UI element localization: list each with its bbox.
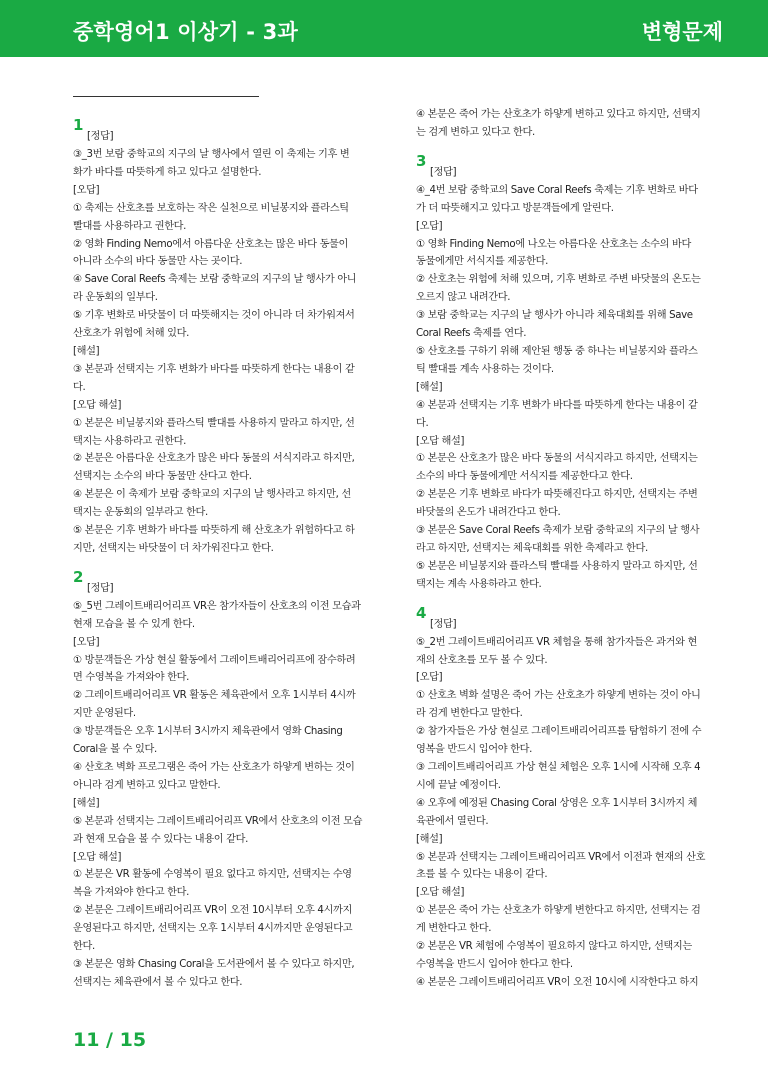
text-line: 빨대를 사용하라고 권한다. xyxy=(73,220,187,232)
text-line: ⑤ 본문은 비닐봉지와 플라스틱 빨대를 사용하지 말라고 하지만, 선 xyxy=(416,560,698,572)
text-line: ② 본문은 기후 변화로 바다가 따뜻해진다고 하지만, 선택지는 주변 xyxy=(416,489,698,501)
text-line: ④ 본문은 그레이트배리어리프 VR이 오전 10시에 시작한다고 하지 xyxy=(416,976,699,988)
text-line: ① 본문은 VR 활동에 수영복이 필요 없다고 하지만, 선택지는 수영 xyxy=(73,869,352,881)
question-header xyxy=(416,148,728,182)
text-line: ② 산호초는 위험에 처해 있으며, 기후 변화로 주변 바닷물의 온도는 xyxy=(416,274,701,286)
text-line: ① 본문은 죽어 가는 산호초가 하얗게 변한다고 하지만, 선택지는 검 xyxy=(416,905,701,917)
text-line: ② 본문은 아름다운 산호초가 많은 바다 동물의 서식지라고 하지만, xyxy=(73,453,355,465)
text-line: ② 참가자들은 가상 현실로 그레이트배리어리프를 탐험하기 전에 수 xyxy=(416,726,702,738)
left-column xyxy=(73,106,385,992)
text-line: [오답 해설] xyxy=(73,399,122,411)
text-line: 다. xyxy=(73,381,86,393)
text-line: ④ 오후에 예정된 Chasing Coral 상영은 오후 1시부터 3시까지 체 xyxy=(416,797,698,809)
text-line: [해설] xyxy=(73,797,100,809)
text-line: [오답 해설] xyxy=(416,887,465,899)
text-line: ④ 산호초 벽화 프로그램은 죽어 가는 산호초가 하얗게 변하는 것이 xyxy=(73,762,355,773)
text-line: 소수의 바다 동물에게만 서식지를 제공한다고 한다. xyxy=(416,471,633,483)
text-line: ④ 본문과 선택지는 기후 변화가 바다를 따뜻하게 한다는 내용이 같 xyxy=(416,399,698,411)
text-line: ③ 본문은 영화 Chasing Coral을 도서관에서 볼 수 있다고 하지만, xyxy=(73,958,355,970)
text-line: ⑤ 본문은 기후 변화가 바다를 따뜻하게 해 산호초가 위험하다고 하 xyxy=(73,525,355,537)
text-line: ① 축제는 산호초를 보호하는 작은 실천으로 비닐봉지와 플라스틱 xyxy=(73,202,349,214)
document-title: 중학영어1 이상기 - 3과 xyxy=(73,20,298,44)
question-header xyxy=(73,564,385,598)
text-line: ⑤ 산호초를 구하기 위해 제안된 행동 중 하나는 비닐봉지와 플라스 xyxy=(416,345,698,357)
text-line: 시에 끝날 예정이다. xyxy=(416,779,501,791)
text-line: 복을 가져와야 한다고 한다. xyxy=(73,887,189,899)
question-header xyxy=(416,600,728,634)
text-line: ③_3번 보람 중학교의 지구의 날 행사에서 열린 이 축제는 기후 변 xyxy=(73,149,350,160)
text-line: 라 운동회의 일부다. xyxy=(73,292,158,304)
text-line: [오답] xyxy=(73,636,100,648)
text-line: [오답 해설] xyxy=(416,435,465,447)
text-line: ⑤ 본문과 선택지는 그레이트배리어리프 VR에서 산호초의 이전 모습 xyxy=(73,815,363,827)
text-line: 지만, 선택지는 바닷물이 더 차가워진다고 한다. xyxy=(73,542,274,554)
question-header xyxy=(73,112,385,146)
text-line: 가 더 따뜻해지고 있다고 방문객들에게 알린다. xyxy=(416,202,614,214)
text-line: ③ 방문객들은 오후 1시부터 3시까지 체육관에서 영화 Chasing xyxy=(73,726,343,738)
text-line: 택지는 사용하라고 권한다. xyxy=(73,435,187,447)
text-line: ④_4번 보람 중학교의 Save Coral Reefs 축제는 기후 변화로 바다 xyxy=(416,184,698,196)
text-line: 운영된다고 하지만, 선택지는 오후 1시부터 4시까지만 운영된다고 xyxy=(73,923,353,935)
text-line: [오답] xyxy=(416,220,443,232)
text-line: 택지는 계속 사용하라고 한다. xyxy=(416,578,542,590)
text-line: 수영복을 반드시 입어야 한다고 한다. xyxy=(416,958,573,970)
text-line: 면 수영복을 가져와야 한다. xyxy=(73,672,189,684)
text-line: ① 영화 Finding Nemo에 나오는 아름다운 산호초는 소수의 바다 xyxy=(416,238,692,250)
text-line: 육관에서 열린다. xyxy=(416,815,489,827)
text-line: 동물에게만 서식지를 제공한다. xyxy=(416,256,549,268)
page-header xyxy=(0,0,768,57)
text-line: 게 변한다고 한다. xyxy=(416,923,492,935)
text-line: 는 검게 변하고 있다고 한다. xyxy=(416,126,535,138)
text-line: 지만 운영된다. xyxy=(73,708,136,720)
text-line: ③ 본문과 선택지는 기후 변화가 바다를 따뜻하게 한다는 내용이 같 xyxy=(73,363,355,375)
text-line: 라 검게 변한다고 말한다. xyxy=(416,708,523,720)
text-line: 아니라 검게 변하고 있다고 말한다. xyxy=(73,779,221,791)
text-line: [오답] xyxy=(416,672,443,684)
text-line: ③ 그레이트배리어리프 가상 현실 체험은 오후 1시에 시작해 오후 4 xyxy=(416,762,701,773)
text-line: ③ 본문은 Save Coral Reefs 축제가 보람 중학교의 지구의 날 행사 xyxy=(416,525,700,537)
text-line: [오답 해설] xyxy=(73,851,122,863)
text-line: 다. xyxy=(416,417,429,429)
text-line: ② 본문은 그레이트배리어리프 VR이 오전 10시부터 오후 4시까지 xyxy=(73,905,353,917)
answer-tag: [정답] xyxy=(430,618,457,630)
text-line: 영복을 반드시 입어야 한다. xyxy=(416,744,532,756)
text-line: ① 산호초 벽화 설명은 죽어 가는 산호초가 하얗게 변하는 것이 아니 xyxy=(416,690,701,702)
text-line: 선택지는 소수의 바다 동물만 산다고 한다. xyxy=(73,471,252,483)
text-line: [해설] xyxy=(416,381,443,393)
text-line: 산호초가 위험에 처해 있다. xyxy=(73,328,189,340)
text-line: Coral을 볼 수 있다. xyxy=(73,744,157,756)
text-line: 과 현재 모습을 볼 수 있다는 내용이 같다. xyxy=(73,833,248,845)
text-line: 선택지는 체육관에서 볼 수 있다고 한다. xyxy=(73,976,243,988)
text-line: [해설] xyxy=(416,833,443,845)
text-line: 라고 하지만, 선택지는 체육대회를 위한 축제라고 한다. xyxy=(416,542,648,554)
text-line: ⑤ 기후 변화로 바닷물이 더 따뜻해지는 것이 아니라 더 차가워져서 xyxy=(73,310,355,322)
page-number: 11 / 15 xyxy=(73,1029,147,1051)
text-line: ④ Save Coral Reefs 축제는 보람 중학교의 지구의 날 행사가 아니 xyxy=(73,274,357,286)
text-line: 틱 빨대를 계속 사용하는 것이다. xyxy=(416,363,554,375)
text-line: ① 본문은 비닐봉지와 플라스틱 빨대를 사용하지 말라고 하지만, 선 xyxy=(73,417,355,429)
text-line: ② 그레이트배리어리프 VR 활동은 체육관에서 오후 1시부터 4시까 xyxy=(73,690,356,702)
text-line: 재의 산호초를 모두 볼 수 있다. xyxy=(416,654,548,666)
right-column xyxy=(416,106,728,992)
text-line: [오답] xyxy=(73,184,100,196)
text-line: ⑤ 본문과 선택지는 그레이트배리어리프 VR에서 이전과 현재의 산호 xyxy=(416,851,706,863)
question-number: 4 xyxy=(416,603,427,622)
section-label: 변형문제 xyxy=(641,20,723,44)
text-line: ③ 보람 중학교는 지구의 날 행사가 아니라 체육대회를 위해 Save xyxy=(416,310,693,322)
text-line: ⑤_5번 그레이트배리어리프 VR은 참가자들이 산호초의 이전 모습과 xyxy=(73,600,361,612)
text-line: 화가 바다를 따뜻하게 하고 있다고 설명한다. xyxy=(73,166,262,178)
text-line: ④ 본문은 죽어 가는 산호초가 하얗게 변하고 있다고 하지만, 선택지 xyxy=(416,109,701,120)
question-number: 1 xyxy=(73,116,84,134)
text-line: 택지는 운동회의 일부라고 한다. xyxy=(73,507,208,519)
text-line: 한다. xyxy=(73,941,95,953)
question-number: 2 xyxy=(73,567,84,586)
text-line: 초를 볼 수 있다는 내용이 같다. xyxy=(416,869,548,881)
text-line: 바닷물의 온도가 내려간다고 한다. xyxy=(416,507,561,519)
text-line: 아니라 소수의 바다 동물만 사는 곳이다. xyxy=(73,256,243,268)
text-line: ② 본문은 VR 체험에 수영복이 필요하지 않다고 하지만, 선택지는 xyxy=(416,941,692,953)
answer-tag: [정답] xyxy=(430,166,457,178)
text-line: ② 영화 Finding Nemo에서 아름다운 산호초는 많은 바다 동물이 xyxy=(73,238,349,250)
answer-tag: [정답] xyxy=(87,131,114,142)
question-number: 3 xyxy=(416,151,427,170)
text-line: Coral Reefs 축제를 연다. xyxy=(416,328,527,340)
text-line: ⑤_2번 그레이트배리어리프 VR 체험을 통해 참가자들은 과거와 현 xyxy=(416,636,698,648)
divider xyxy=(73,96,259,97)
text-line: ④ 본문은 이 축제가 보람 중학교의 지구의 날 행사라고 하지만, 선 xyxy=(73,489,351,501)
answer-tag: [정답] xyxy=(87,582,114,594)
text-line: ① 방문객들은 가상 현실 활동에서 그레이트배리어리프에 잠수하려 xyxy=(73,654,356,666)
text-line: [해설] xyxy=(73,345,100,357)
text-line: ① 본문은 산호초가 많은 바다 동물의 서식지라고 하지만, 선택지는 xyxy=(416,453,698,465)
text-line: 현재 모습을 볼 수 있게 한다. xyxy=(73,618,195,630)
text-line: 오르지 않고 내려간다. xyxy=(416,292,511,304)
